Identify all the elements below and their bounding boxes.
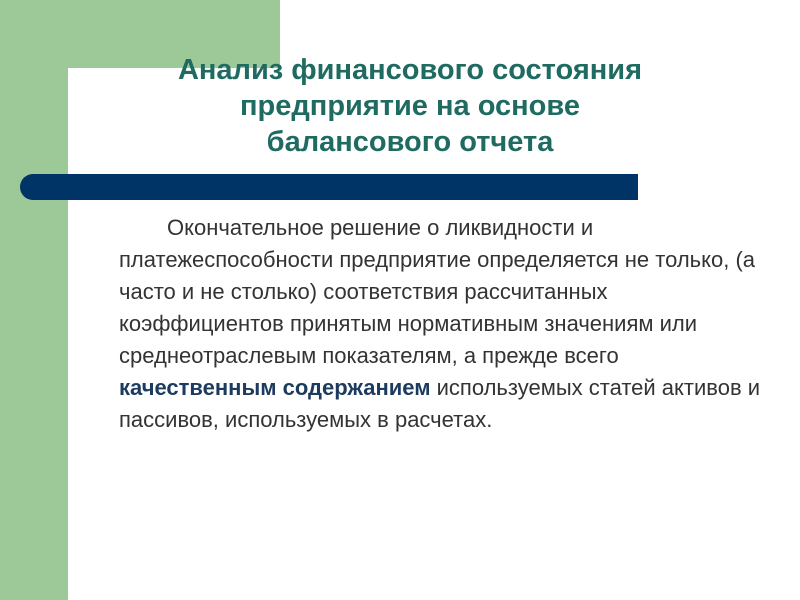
title-divider-bar xyxy=(20,174,638,200)
title-line-1: Анализ финансового состояния xyxy=(177,54,643,86)
green-background-left xyxy=(0,0,68,600)
body-text-start: Окончательное решение о ликвидности и платежеспособности предприятие определяется не только, (а часто и не столько) соответствия рассчитанных коэффициентов принятым нормативным значениям или среднеотраслевым показателям, а прежде всего xyxy=(119,215,756,368)
body-text-emphasis: качественным содержанием xyxy=(119,375,431,400)
slide-title xyxy=(110,52,710,160)
title-line-3: балансового отчета xyxy=(266,126,554,158)
title-line-2: предприятие на основе xyxy=(240,90,580,122)
body-paragraph xyxy=(119,212,769,436)
body-text-end: используемых статей активов и пассивов, используемых в расчетах. xyxy=(119,375,761,432)
